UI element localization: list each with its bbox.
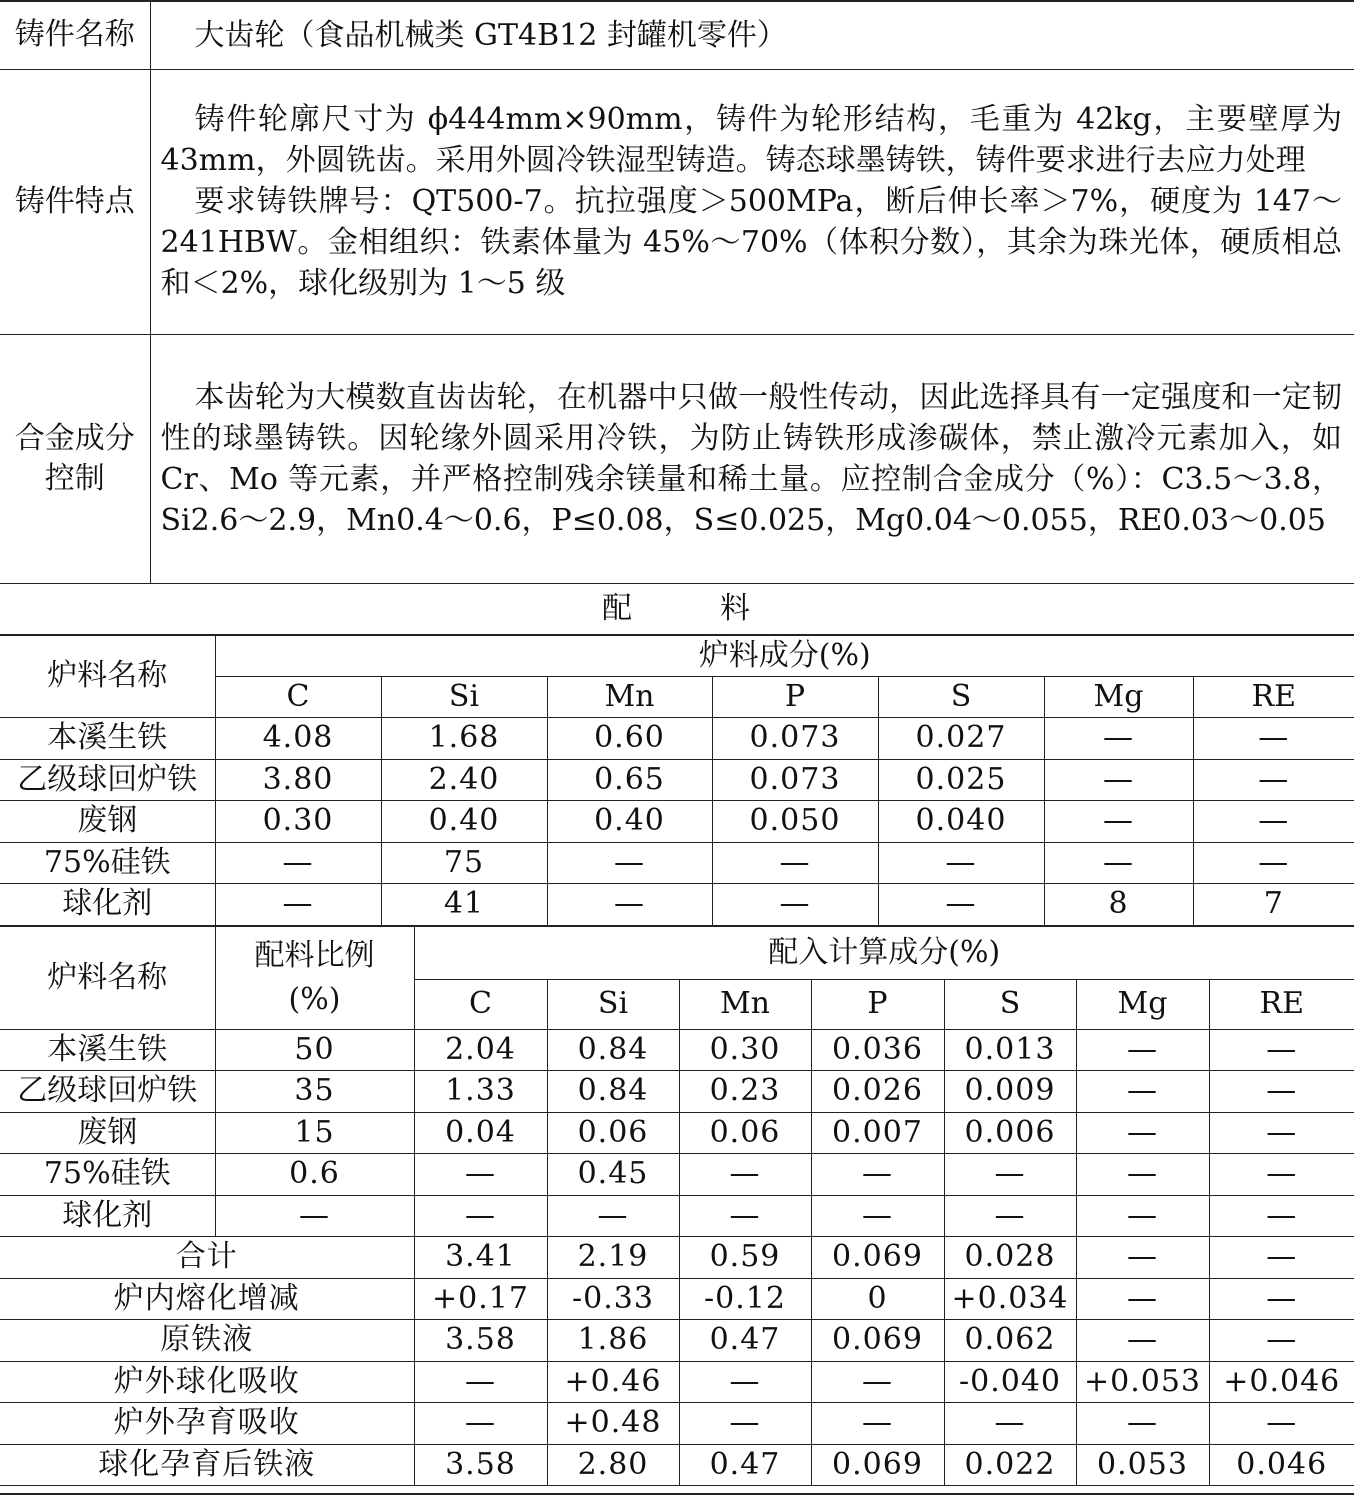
calc-ratio-cell: 15 [215, 1112, 414, 1154]
calc-cell: 0.23 [679, 1071, 811, 1113]
charge-col-header: C [215, 676, 381, 718]
calc-ratio-cell: — [215, 1195, 414, 1237]
summary-cell: 0.062 [944, 1320, 1076, 1362]
calc-cell: — [1076, 1029, 1209, 1071]
charge-cell: 0.65 [547, 759, 712, 801]
charge-col-header: Mn [547, 676, 712, 718]
charge-cell: 8 [1044, 884, 1193, 926]
calc-col-header: Mg [1076, 979, 1209, 1029]
casting-info-table [0, 2, 1354, 584]
section-title-char-1: 配 [602, 590, 634, 626]
charge-row [0, 801, 1354, 843]
calc-cell: — [547, 1195, 679, 1237]
summary-row-name: 炉外球化吸收 [0, 1361, 414, 1403]
alloy-paragraph: 本齿轮为大模数直齿齿轮，在机器中只做一般性传动，因此选择具有一定强度和一定韧性的球墨铸铁。因轮缘外圆采用冷铁，为防止铸铁形成渗碳体，禁止激冷元素加入，如 Cr、Mo 等元素，并严格控制残余镁量和稀土量。应控制合金成分（%）：C3.5～3.8，Si2.6～2.9，Mn0.4～0.6，P≤0.08，S≤0.025，Mg0.04～0.055，RE0.03～0.05 [160, 379, 1342, 538]
charge-cell: — [215, 884, 381, 926]
charge-cell: — [1044, 801, 1193, 843]
features-row [0, 69, 1354, 334]
calc-col-header: C [414, 979, 547, 1029]
charge-col-header: Mg [1044, 676, 1193, 718]
calc-cell: 0.84 [547, 1029, 679, 1071]
calc-cell: — [1209, 1112, 1354, 1154]
charge-cell: 0.040 [878, 801, 1044, 843]
charge-row [0, 718, 1354, 760]
summary-cell: +0.17 [414, 1278, 547, 1320]
alloy-label-line1: 合金成分 [14, 420, 135, 456]
summary-row-inoculation [0, 1403, 1354, 1445]
charge-cell: 2.40 [381, 759, 547, 801]
calc-cell: — [679, 1154, 811, 1196]
summary-cell: 3.41 [414, 1237, 547, 1279]
calc-cell: — [414, 1195, 547, 1237]
charge-header-row-1 [0, 635, 1354, 677]
summary-cell: — [679, 1403, 811, 1445]
section-title-peiliao [0, 584, 1354, 634]
summary-cell: — [1076, 1278, 1209, 1320]
calc-header-row-1 [0, 926, 1354, 979]
summary-row-final-iron [0, 1444, 1354, 1486]
charge-cell: 4.08 [215, 718, 381, 760]
alloy-label-line2: 控制 [44, 460, 105, 496]
summary-row-name: 合计 [0, 1237, 414, 1279]
calc-col-header: P [811, 979, 944, 1029]
casting-name-row [0, 2, 1354, 69]
calc-cell: 0.006 [944, 1112, 1076, 1154]
summary-cell: -0.12 [679, 1278, 811, 1320]
charge-cell: — [547, 842, 712, 884]
summary-cell: 0.022 [944, 1444, 1076, 1486]
charge-cell: — [878, 842, 1044, 884]
charge-row [0, 842, 1354, 884]
charge-cell: — [1044, 842, 1193, 884]
charge-cell: 0.073 [712, 718, 878, 760]
calc-cell: — [1076, 1195, 1209, 1237]
calc-row [0, 1154, 1354, 1196]
features-paragraph-1: 铸件轮廓尺寸为 ϕ444mm×90mm，铸件为轮形结构，毛重为 42kg，主要壁厚为 43mm，外圆铣齿。采用外圆冷铁湿型铸造。铸态球墨铸铁，铸件要求进行去应力处理 [160, 102, 1342, 178]
charge-group-header: 炉料成分(%) [215, 635, 1354, 677]
calc-cell: 0.04 [414, 1112, 547, 1154]
summary-cell: +0.48 [547, 1403, 679, 1445]
calc-group-header: 配入计算成分(%) [414, 926, 1354, 979]
charge-cell: 3.80 [215, 759, 381, 801]
calc-cell: 0.026 [811, 1071, 944, 1113]
calc-row-name: 废钢 [0, 1112, 215, 1154]
casting-name-value: 大齿轮（食品机械类 GT4B12 封罐机零件） [150, 2, 1354, 69]
charge-row-name: 本溪生铁 [0, 718, 215, 760]
calc-cell: — [1076, 1154, 1209, 1196]
calc-cell: — [1209, 1071, 1354, 1113]
calc-col-header: Mn [679, 979, 811, 1029]
calc-row-name: 本溪生铁 [0, 1029, 215, 1071]
calc-cell: 0.84 [547, 1071, 679, 1113]
summary-cell: — [1209, 1320, 1354, 1362]
calc-cell: 0.06 [679, 1112, 811, 1154]
summary-cell: -0.040 [944, 1361, 1076, 1403]
calc-cell: 2.04 [414, 1029, 547, 1071]
calc-row-name: 75%硅铁 [0, 1154, 215, 1196]
charge-row-name: 75%硅铁 [0, 842, 215, 884]
calc-col-header: Si [547, 979, 679, 1029]
summary-cell: 0.046 [1209, 1444, 1354, 1486]
summary-cell: 3.58 [414, 1444, 547, 1486]
alloy-label [0, 334, 150, 583]
charge-row [0, 759, 1354, 801]
charge-cell: — [712, 884, 878, 926]
calc-name-header: 炉料名称 [0, 926, 215, 1029]
summary-cell: 0.47 [679, 1444, 811, 1486]
charge-col-header: P [712, 676, 878, 718]
summary-row-name: 炉内熔化增减 [0, 1278, 414, 1320]
calc-cell: — [811, 1154, 944, 1196]
charge-cell: — [547, 884, 712, 926]
calc-cell: 0.06 [547, 1112, 679, 1154]
summary-cell: 1.86 [547, 1320, 679, 1362]
summary-cell: — [1076, 1320, 1209, 1362]
charge-cell: 0.60 [547, 718, 712, 760]
summary-cell: — [1076, 1237, 1209, 1279]
summary-cell: 0.59 [679, 1237, 811, 1279]
charge-cell: — [878, 884, 1044, 926]
summary-cell: -0.33 [547, 1278, 679, 1320]
calc-row [0, 1029, 1354, 1071]
charge-cell: — [1193, 718, 1354, 760]
summary-cell: 3.58 [414, 1320, 547, 1362]
charge-col-header: RE [1193, 676, 1354, 718]
charge-cell: 0.050 [712, 801, 878, 843]
charge-cell: 7 [1193, 884, 1354, 926]
summary-cell: — [679, 1361, 811, 1403]
calc-cell: — [679, 1195, 811, 1237]
charge-cell: 0.027 [878, 718, 1044, 760]
calc-row-name: 球化剂 [0, 1195, 215, 1237]
calc-cell: — [944, 1195, 1076, 1237]
charge-cell: — [215, 842, 381, 884]
calc-ratio-header [215, 926, 414, 1029]
charge-cell: 75 [381, 842, 547, 884]
charge-cell: 41 [381, 884, 547, 926]
calc-row [0, 1071, 1354, 1113]
summary-row-spheroidizing [0, 1361, 1354, 1403]
summary-cell: 0.053 [1076, 1444, 1209, 1486]
calc-cell: 0.30 [679, 1029, 811, 1071]
summary-cell: 0 [811, 1278, 944, 1320]
summary-cell: — [414, 1403, 547, 1445]
calc-cell: — [1209, 1029, 1354, 1071]
summary-row-name: 炉外孕育吸收 [0, 1403, 414, 1445]
summary-row-melt-change [0, 1278, 1354, 1320]
summary-cell: 0.069 [811, 1237, 944, 1279]
calc-row [0, 1112, 1354, 1154]
features-label: 铸件特点 [0, 69, 150, 334]
charge-row-name: 乙级球回炉铁 [0, 759, 215, 801]
charge-cell: — [1193, 759, 1354, 801]
charge-cell: — [1044, 759, 1193, 801]
summary-cell: 0.069 [811, 1444, 944, 1486]
calc-col-header: S [944, 979, 1076, 1029]
charge-col-header: S [878, 676, 1044, 718]
summary-cell: — [1076, 1403, 1209, 1445]
section-title-char-2: 料 [720, 590, 752, 626]
charge-cell: 0.073 [712, 759, 878, 801]
summary-cell: — [1209, 1403, 1354, 1445]
summary-cell: — [811, 1361, 944, 1403]
summary-cell: +0.046 [1209, 1361, 1354, 1403]
summary-cell: — [1209, 1237, 1354, 1279]
calc-cell: 0.036 [811, 1029, 944, 1071]
calc-cell: 0.009 [944, 1071, 1076, 1113]
summary-cell: — [944, 1403, 1076, 1445]
summary-row-base-iron [0, 1320, 1354, 1362]
casting-name-label: 铸件名称 [0, 2, 150, 69]
charge-row-name: 废钢 [0, 801, 215, 843]
summary-cell: 2.80 [547, 1444, 679, 1486]
calc-col-header: RE [1209, 979, 1354, 1029]
calc-row-name: 乙级球回炉铁 [0, 1071, 215, 1113]
charge-cell: 0.025 [878, 759, 1044, 801]
calc-cell: — [811, 1195, 944, 1237]
charge-cell: — [1193, 801, 1354, 843]
calc-ratio-cell: 0.6 [215, 1154, 414, 1196]
calculated-composition-table [0, 926, 1354, 1487]
charge-col-header: Si [381, 676, 547, 718]
charge-cell: — [712, 842, 878, 884]
calc-cell: — [1209, 1195, 1354, 1237]
summary-row-name: 原铁液 [0, 1320, 414, 1362]
summary-cell: 0.069 [811, 1320, 944, 1362]
charge-cell: — [1044, 718, 1193, 760]
calc-ratio-header-line1: 配料比例 [254, 937, 375, 973]
charge-cell: 0.40 [547, 801, 712, 843]
calc-row [0, 1195, 1354, 1237]
summary-cell: 0.028 [944, 1237, 1076, 1279]
charge-cell: 0.30 [215, 801, 381, 843]
calc-ratio-cell: 50 [215, 1029, 414, 1071]
calc-cell: — [1076, 1112, 1209, 1154]
summary-cell: 2.19 [547, 1237, 679, 1279]
summary-cell: — [414, 1361, 547, 1403]
calc-cell: 0.45 [547, 1154, 679, 1196]
summary-row-total [0, 1237, 1354, 1279]
summary-cell: +0.034 [944, 1278, 1076, 1320]
calc-cell: 0.007 [811, 1112, 944, 1154]
calc-cell: 1.33 [414, 1071, 547, 1113]
calc-ratio-cell: 35 [215, 1071, 414, 1113]
charge-name-header: 炉料名称 [0, 635, 215, 718]
summary-cell: — [811, 1403, 944, 1445]
calc-cell: — [1209, 1154, 1354, 1196]
features-paragraph-2: 要求铸铁牌号：QT500-7。抗拉强度＞500MPa，断后伸长率＞7%，硬度为 147～241HBW。金相组织：铁素体量为 45%～70%（体积分数），其余为珠光体，硬质相总和＜2%，球化级别为 1～5 级 [160, 184, 1342, 301]
summary-cell: — [1209, 1278, 1354, 1320]
summary-cell: 0.47 [679, 1320, 811, 1362]
charge-cell: — [1193, 842, 1354, 884]
features-content [150, 69, 1354, 334]
charge-cell: 1.68 [381, 718, 547, 760]
summary-cell: +0.053 [1076, 1361, 1209, 1403]
calc-cell: — [944, 1154, 1076, 1196]
calc-ratio-header-line2: (%) [288, 981, 341, 1017]
charge-cell: 0.40 [381, 801, 547, 843]
summary-cell: +0.46 [547, 1361, 679, 1403]
charge-composition-table [0, 634, 1354, 926]
charge-row-name: 球化剂 [0, 884, 215, 926]
alloy-content [150, 334, 1354, 583]
charge-row [0, 884, 1354, 926]
summary-row-name: 球化孕育后铁液 [0, 1444, 414, 1486]
calc-cell: — [414, 1154, 547, 1196]
alloy-row [0, 334, 1354, 583]
calc-cell: 0.013 [944, 1029, 1076, 1071]
calc-cell: — [1076, 1071, 1209, 1113]
